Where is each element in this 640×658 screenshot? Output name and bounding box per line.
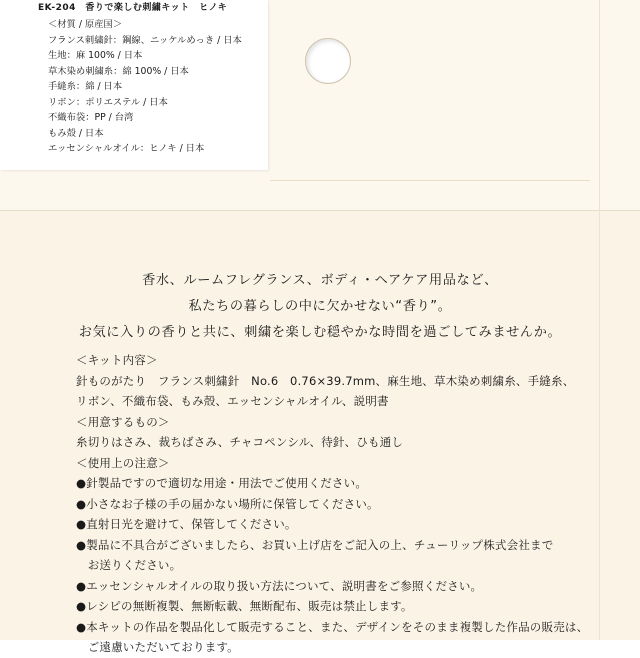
material-line: リボン：ポリエステル / 日本: [48, 96, 168, 108]
hang-hole-icon: [305, 38, 351, 84]
usage-line: ●本キットの作品を製品化して販売すること、また、デザインをそのまま複製した作品の販売は、: [76, 619, 589, 634]
material-line: 生地：麻 100% / 日本: [48, 50, 143, 61]
materials-heading: ＜材質 / 原産国＞: [48, 19, 123, 30]
product-code-title: EK-204 香りで楽しむ刺繍キット ヒノキ: [38, 3, 228, 13]
kit-contents-line: リボン、不織布袋、もみ殻、エッセンシャルオイル、説明書: [76, 394, 389, 408]
usage-line: ご遠慮いただいております。: [76, 640, 239, 654]
material-line: 手縫糸：綿 / 日本: [48, 81, 123, 92]
material-line: 草木染め刺繍糸：綿 100% / 日本: [48, 65, 189, 77]
usage-line: ●針製品ですので適切な用途・用法でご使用ください。: [76, 476, 368, 490]
materials-block: [48, 17, 242, 157]
usage-heading: ＜使用上の注意＞: [76, 455, 170, 470]
material-line: もみ殻 / 日本: [48, 127, 104, 139]
product-label: [0, 0, 268, 170]
details-list: [76, 350, 596, 658]
prepare-heading: ＜用意するもの＞: [76, 414, 170, 429]
intro-line: お気に入りの香りと共に、刺繍を楽しむ穏やかな時間を過ごしてみませんか。: [78, 325, 562, 340]
usage-line: ●直射日光を避けて、保管してください。: [76, 517, 297, 531]
intro-text: [0, 268, 640, 346]
usage-line: ●小さなお子様の手の届かない場所に保管してください。: [76, 496, 379, 511]
fold-line: [270, 180, 590, 209]
usage-line: ●レシピの無断複製、無断転載、無断配布、販売は禁止します。: [76, 599, 413, 613]
material-line: エッセンシャルオイル：ヒノキ / 日本: [48, 143, 205, 154]
kit-contents-heading: ＜キット内容＞: [76, 353, 158, 367]
prepare-line: 糸切りはさみ、裁ちばさみ、チャコペンシル、待針、ひも通し: [76, 435, 404, 449]
kit-contents-line: 針ものがたり フランス刺繍針 No.6 0.76×39.7mm、麻生地、草木染め刺繍糸、手縫糸、: [76, 373, 575, 388]
usage-line: お送りください。: [76, 558, 182, 572]
intro-line: 香水、ルームフレグランス、ボディ・ヘアケア用品など、: [142, 273, 498, 288]
material-line: フランス刺繍針：鋼線、ニッケルめっき / 日本: [48, 34, 242, 46]
intro-line: 私たちの暮らしの中に欠かせない“香り”。: [188, 299, 452, 314]
usage-line: ●製品に不具合がございましたら、お買い上げ店をご記入の上、チューリップ株式会社まで: [76, 537, 554, 552]
material-line: 不織布袋：PP / 台湾: [48, 112, 134, 123]
usage-line: ●エッセンシャルオイルの取り扱い方法について、説明書をご参照ください。: [76, 578, 483, 593]
